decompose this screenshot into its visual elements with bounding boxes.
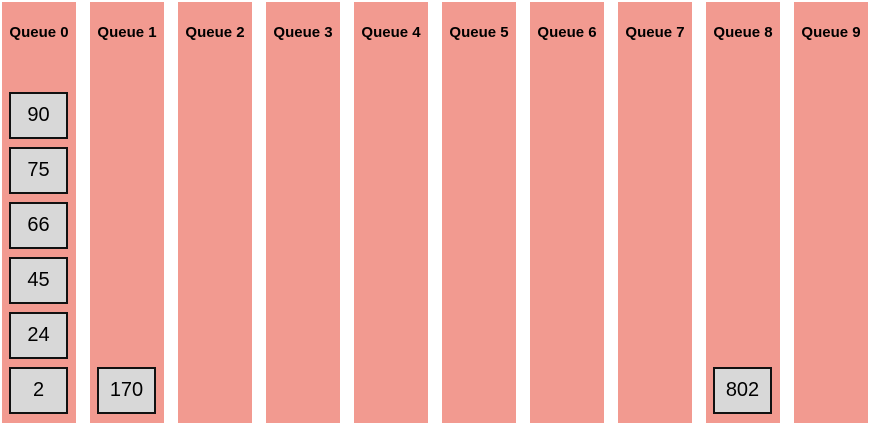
- queue-label: Queue 5: [449, 24, 509, 41]
- queue-label: Queue 9: [801, 24, 861, 41]
- queue-4: [354, 2, 428, 423]
- queue-item: 24: [9, 312, 68, 359]
- queue-5: [442, 2, 516, 423]
- queue-3: [266, 2, 340, 423]
- queue-1: [90, 2, 164, 423]
- queue-item: 170: [97, 367, 156, 414]
- queue-label: Queue 3: [273, 24, 333, 41]
- queue-item: 802: [713, 367, 772, 414]
- queue-label: Queue 0: [9, 24, 69, 41]
- queue-9: [794, 2, 868, 423]
- queue-item: 66: [9, 202, 68, 249]
- queue-item: 75: [9, 147, 68, 194]
- queue-item: 2: [9, 367, 68, 414]
- queue-label: Queue 4: [361, 24, 421, 41]
- queue-item: 90: [9, 92, 68, 139]
- queue-item: 45: [9, 257, 68, 304]
- queue-8: [706, 2, 780, 423]
- queue-0: [2, 2, 76, 423]
- queue-7: [618, 2, 692, 423]
- queue-label: Queue 2: [185, 24, 245, 41]
- queue-6: [530, 2, 604, 423]
- queue-2: [178, 2, 252, 423]
- queue-label: Queue 1: [97, 24, 157, 41]
- queue-label: Queue 6: [537, 24, 597, 41]
- queue-label: Queue 7: [625, 24, 685, 41]
- queue-label: Queue 8: [713, 24, 773, 41]
